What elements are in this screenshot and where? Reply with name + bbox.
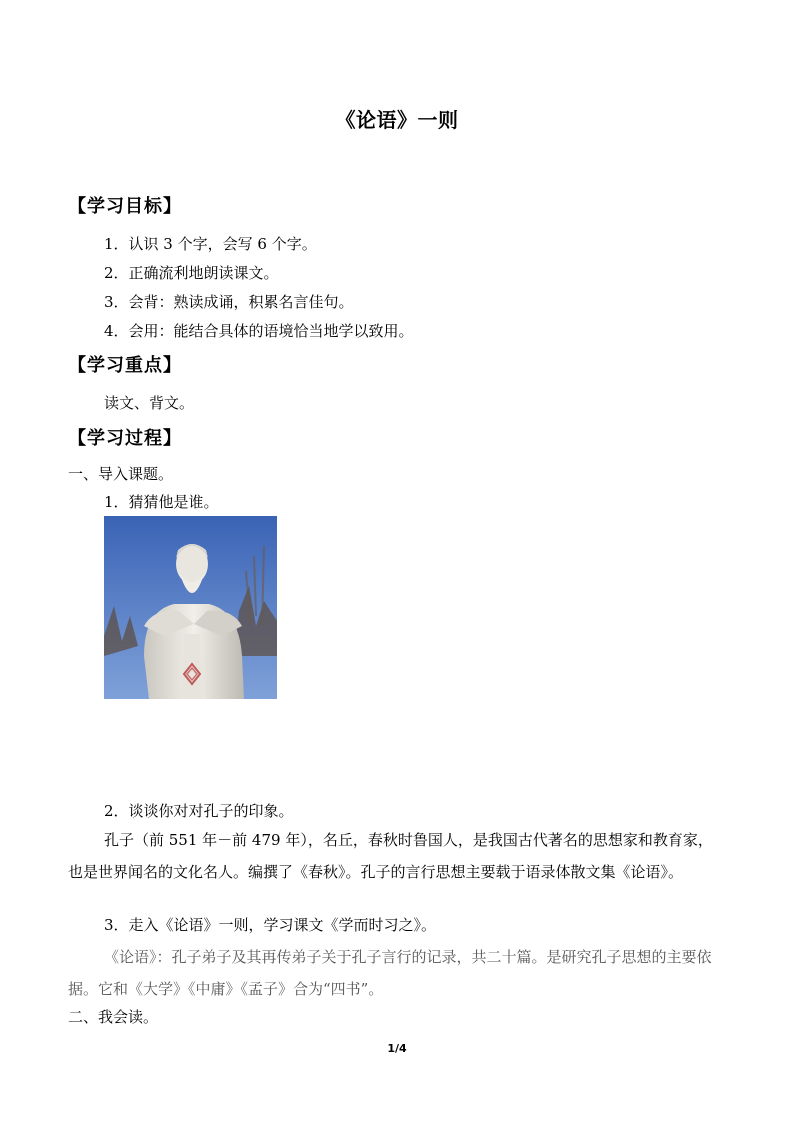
lunyu-intro-paragraph: 《论语》：孔子弟子及其再传弟子关于孔子言行的记录，共二十篇。是研究孔子思想的主要依据。它和《大学》《中庸》《孟子》合为“四书”。 — [68, 948, 712, 998]
document-title: 《论语》一则 — [335, 108, 459, 132]
step-2-text: 2．谈谈你对对孔子的印象。 — [104, 802, 294, 820]
step-1-text: 1．猜猜他是谁。 — [104, 493, 219, 511]
objective-item-1: 1．认识 3 个字，会写 6 个字。 — [104, 235, 317, 253]
section-2-heading: 二、我会读。 — [68, 1008, 159, 1026]
objective-item-3: 3．会背：熟读成诵，积累名言佳句。 — [104, 293, 354, 311]
objective-item-2: 2．正确流利地朗读课文。 — [104, 264, 279, 282]
page-number: 1/4 — [387, 1042, 407, 1055]
confucius-intro-paragraph: 孔子（前 551 年－前 479 年），名丘，春秋时鲁国人，是我国古代著名的思想家和教育家，也是世界闻名的文化名人。编撰了《春秋》。孔子的言行思想主要载于语录体散文集《论语》。 — [68, 831, 713, 881]
confucius-statue-photo — [104, 516, 277, 699]
objective-item-4: 4．会用：能结合具体的语境恰当地学以致用。 — [104, 322, 414, 340]
objectives-heading: 【学习目标】 — [68, 196, 182, 217]
step-3-text: 3．走入《论语》一则，学习课文《学而时习之》。 — [104, 916, 437, 934]
section-1-heading: 一、导入课题。 — [68, 465, 174, 483]
focus-text: 读文、背文。 — [104, 394, 195, 412]
process-heading: 【学习过程】 — [68, 428, 182, 449]
focus-heading: 【学习重点】 — [68, 355, 182, 376]
